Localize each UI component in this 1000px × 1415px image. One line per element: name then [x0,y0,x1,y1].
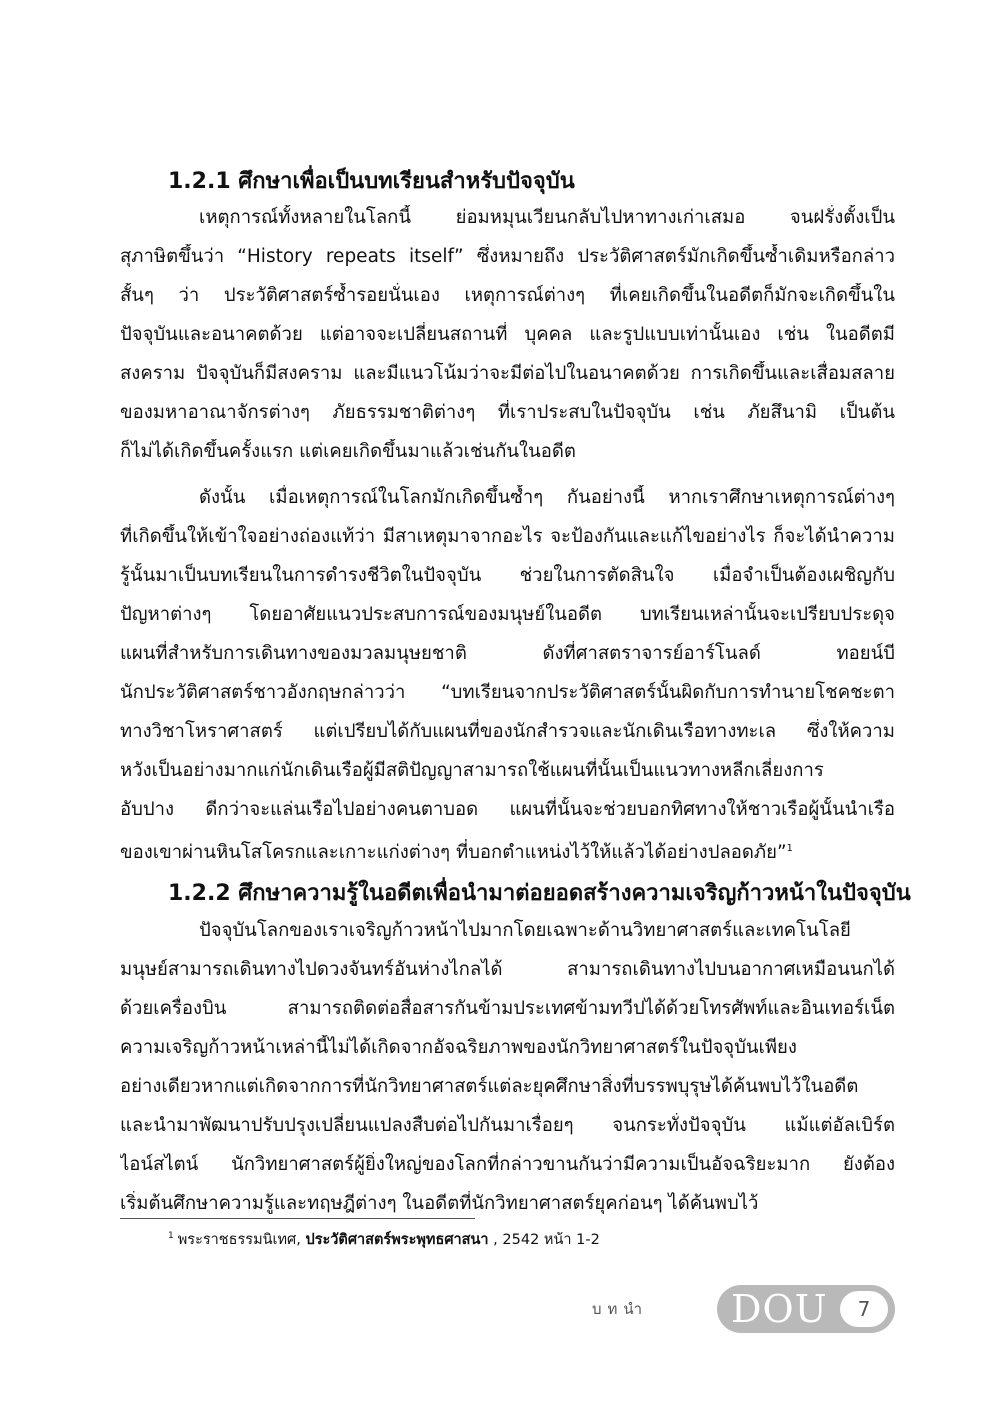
footnote-title: ประวัติศาสตร์พระพุทธศาสนา [305,1232,489,1248]
paragraph-line: ปัจจุบันและอนาคตด้วย แต่อาจจะเปลี่ยนสถานที่ บุคคล และรูปแบบเท่านั้นเอง เช่น ในอดีตมี [120,324,895,345]
paragraph-line: รู้นั้นมาเป็นบทเรียนในการดำรงชีวิตในปัจจุบัน ช่วยในการตัดสินใจ เมื่อจำเป็นต้องเผชิญกับ [120,565,895,586]
paragraph-line: เหตุการณ์ทั้งหลายในโลกนี้ ย่อมหมุนเวียนกลับไปหาทางเก่าเสมอ จนฝรั่งตั้งเป็น [199,207,895,228]
paragraph-line: ดังนั้น เมื่อเหตุการณ์ในโลกมักเกิดขึ้นซ้ำๆ กันอย่างนี้ หากเราศึกษาเหตุการณ์ต่างๆ [199,487,895,508]
paragraph-line: ทางวิชาโหราศาสตร์ แต่เปรียบได้กับแผนที่ของนักสำรวจและนักเดินเรือทางทะเล ซึ่งให้ความ [120,721,895,742]
paragraph-line: สงคราม ปัจจุบันก็มีสงคราม และมีแนวโน้มว่าจะมีต่อไปในอนาคตด้วย การเกิดขึ้นและเสื่อมสลาย [120,363,895,384]
page-badge [717,1285,895,1333]
page-number: 7 [840,1291,888,1327]
paragraph-line: ปัจจุบันโลกของเราเจริญก้าวหน้าไปมากโดยเฉพาะด้านวิทยาศาสตร์และเทคโนโลยี [199,920,851,941]
paragraph-line: เริ่มต้นศึกษาความรู้และทฤษฎีต่างๆ ในอดีตที่นักวิทยาศาสตร์ยุคก่อนๆ ได้ค้นพบไว้ [120,1193,759,1214]
paragraph-line [120,836,895,866]
paragraph-line: นักประวัติศาสตร์ชาวอังกฤษกล่าวว่า “บทเรียนจากประวัติศาสตร์นั้นผิดกับการทำนายโชคชะตา [120,682,895,703]
paragraph-line: และนำมาพัฒนาปรับปรุงเปลี่ยนแปลงสืบต่อไปกันมาเรื่อยๆ จนกระทั่งปัจจุบัน แม้แต่อัลเบิร์ต [120,1115,895,1136]
section-heading-1-2-1: 1.2.1 ศึกษาเพื่อเป็นบทเรียนสำหรับปัจจุบัน [168,169,575,194]
paragraph-line: ที่เกิดขึ้นให้เข้าใจอย่างถ่องแท้ว่า มีสาเหตุมาจากอะไร จะป้องกันและแก้ไขอย่างไร ก็จะได้นำความ [120,526,895,547]
paragraph-line: ความเจริญก้าวหน้าเหล่านี้ไม่ได้เกิดจากอัจฉริยภาพของนักวิทยาศาสตร์ในปัจจุบันเพียง [120,1037,797,1058]
paragraph-line: มนุษย์สามารถเดินทางไปดวงจันทร์อันห่างไกลได้ สามารถเดินทางไปบนอากาศเหมือนนกได้ [120,959,895,980]
paragraph-line: ไอน์สไตน์ นักวิทยาศาสตร์ผู้ยิ่งใหญ่ของโลกที่กล่าวขานกันว่ามีความเป็นอัจฉริยะมาก ยังต้อง [120,1154,895,1175]
paragraph-line: สุภาษิตขึ้นว่า “History repeats itself” ซึ่งหมายถึง ประวัติศาสตร์มักเกิดขึ้นซ้ำเดิมหรือกล่าว [120,246,895,267]
paragraph-line: อับปาง ดีกว่าจะแล่นเรือไปอย่างคนตาบอด แผนที่นั้นจะช่วยบอกทิศทางให้ชาวเรือผู้นั้นนำเรือ [120,799,895,820]
footnote-details: , 2542 หน้า 1-2 [488,1232,600,1248]
footnote-author: พระราชธรรมนิเทศ, [177,1232,301,1248]
footnote-divider [120,1218,475,1219]
paragraph-line: สั้นๆ ว่า ประวัติศาสตร์ซ้ำรอยนั่นเอง เหตุการณ์ต่างๆ ที่เคยเกิดขึ้นในอดีตก็มักจะเกิดขึ้นใน [120,285,895,306]
footnote-marker: 1 [168,1231,174,1241]
footnote [168,1226,600,1250]
paragraph-line: แผนที่สำหรับการเดินทางของมวลมนุษยชาติ ดังที่ศาสตราจารย์อาร์โนลด์ ทอยน์บี [120,643,895,664]
paragraph-line-text: ของเขาผ่านหินโสโครกและเกาะแก่งต่างๆ ที่บอกตำแหน่งไว้ให้แล้วได้อย่างปลอดภัย” [120,842,787,863]
paragraph-line: ก็ไม่ได้เกิดขึ้นครั้งแรก แต่เคยเกิดขึ้นมาแล้วเช่นกันในอดีต [120,441,576,462]
paragraph-line: ปัญหาต่างๆ โดยอาศัยแนวประสบการณ์ของมนุษย์ในอดีต บทเรียนเหล่านั้นจะเปรียบประดุจ [120,604,895,625]
dou-logo: DOU [731,1287,828,1331]
section-heading-1-2-2: 1.2.2 ศึกษาความรู้ในอดีตเพื่อนำมาต่อยอดสร้างความเจริญก้าวหน้าในปัจจุบัน [168,881,911,906]
paragraph-line: อย่างเดียวหากแต่เกิดจากการที่นักวิทยาศาสตร์แต่ละยุคศึกษาสิ่งที่บรรพบุรุษได้ค้นพบไว้ในอดีต [120,1076,859,1097]
footnote-reference[interactable]: 1 [786,843,793,854]
paragraph-line: ด้วยเครื่องบิน สามารถติดต่อสื่อสารกันข้ามประเทศข้ามทวีปได้ด้วยโทรศัพท์และอินเทอร์เน็ต [120,998,895,1019]
paragraph-line: ของมหาอาณาจักรต่างๆ ภัยธรรมชาติต่างๆ ที่เราประสบในปัจจุบัน เช่น ภัยสึนามิ เป็นต้น [120,402,895,423]
running-title: บทนำ [592,1300,649,1318]
paragraph-line: หวังเป็นอย่างมากแก่นักเดินเรือผู้มีสติปัญญาสามารถใช้แผนที่นั้นเป็นแนวทางหลีกเลี่ยงการ [120,760,824,781]
